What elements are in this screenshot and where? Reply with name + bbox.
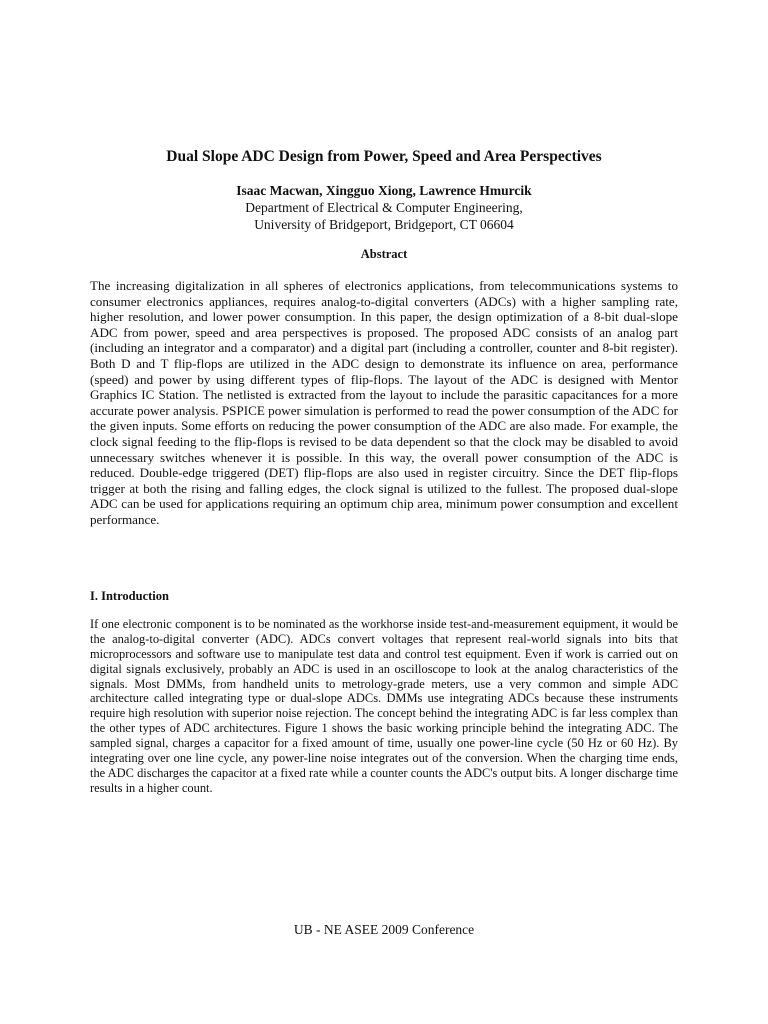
abstract-text: The increasing digitalization in all spheres of electronics applications, from telecommunications systems to consumer electronics appliances, requires analog-to-digital converters (ADCs) with a higher sampling rate, higher resolution, and lower power consumption. In this paper, the design optimization of a 8-bit dual-slope ADC from power, speed and area perspectives is proposed. The proposed ADC consists of an analog part (including an integrator and a comparator) and a digital part (including a controller, counter and 8-bit register). Both D and T flip-flops are utilized in the ADC design to demonstrate its influence on area, performance (speed) and power by using different types of flip-flops. The layout of the ADC is designed with Mentor Graphics IC Station. The netlisted is extracted from the layout to include the parasitic capacitances for a more accurate power analysis. PSPICE power simulation is performed to read the power consumption of the ADC for the given inputs. Some efforts on reducing the power consumption of the ADC are also made. For example, the clock signal feeding to the flip-flops is revised to be data dependent so that the clock may be disabled to avoid unnecessary switches whenever it is possible. In this way, the overall power consumption of the ADC is reduced. Double-edge triggered (DET) flip-flops are also used in register circuitry. Since the DET flip-flops trigger at both the rising and falling edges, the clock signal is utilized to the fullest. The proposed dual-slope ADC can be used for applications requiring an optimum chip area, minimum power consumption and excellent performance. (90, 278, 678, 527)
paper-authors: Isaac Macwan, Xingguo Xiong, Lawrence Hmurcik (236, 183, 532, 198)
affiliation-department: Department of Electrical & Computer Engineering, (245, 200, 523, 215)
introduction-text: If one electronic component is to be nominated as the workhorse inside test-and-measurement equipment, it would be the analog-to-digital converter (ADC). ADCs convert voltages that represent real-world signals into bits that microprocessors and software use to manipulate test data and control test equipment. Even if work is carried out on digital signals exclusively, probably an ADC is used in an oscilloscope to look at the analog characteristics of the signals. Most DMMs, from handheld units to metrology-grade meters, use a very common and simple ADC architecture called integrating type or dual-slope ADCs. DMMs use integrating ADCs because these instruments require high resolution with superior noise rejection. The concept behind the integrating ADC is far less complex than the other types of ADC architectures. Figure 1 shows the basic working principle behind the integrating ADC. The sampled signal, charges a capacitor for a fixed amount of time, usually one power-line cycle (50 Hz or 60 Hz). By integrating over one line cycle, any power-line noise integrates out of the conversion. When the charging time ends, the ADC discharges the capacitor at a fixed rate while a counter counts the ADC's output bits. A longer discharge time results in a higher count. (90, 617, 678, 795)
abstract-heading: Abstract (360, 247, 408, 261)
paper-title: Dual Slope ADC Design from Power, Speed and Area Perspectives (166, 148, 602, 165)
section-heading-introduction: I. Introduction (90, 589, 169, 603)
affiliation-university: University of Bridgeport, Bridgeport, CT 06604 (254, 217, 514, 232)
page-footer: UB - NE ASEE 2009 Conference (293, 922, 475, 937)
